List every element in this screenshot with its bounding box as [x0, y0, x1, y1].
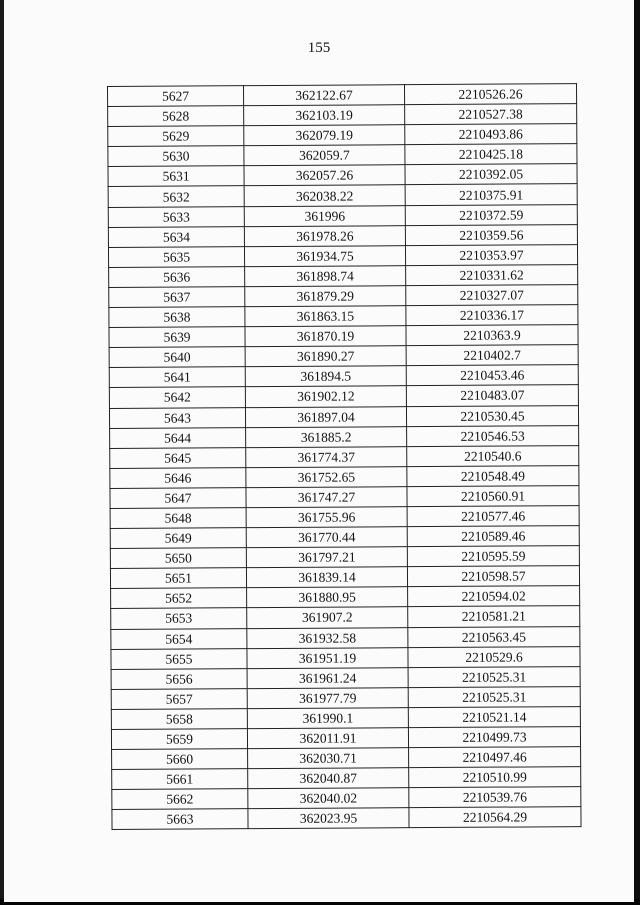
table-row — [109, 365, 578, 388]
x-coordinate-cell: 361902.12 — [245, 386, 406, 407]
point-number-cell: 5639 — [109, 327, 245, 348]
y-coordinate-cell: 2210525.31 — [408, 686, 580, 707]
x-coordinate-cell: 361897.04 — [245, 406, 406, 427]
x-coordinate-cell: 361934.75 — [244, 245, 405, 266]
table-row — [111, 606, 580, 629]
x-coordinate-cell: 361839.14 — [246, 567, 407, 588]
table-row — [109, 345, 578, 368]
point-number-cell: 5658 — [111, 709, 247, 730]
table-row — [110, 425, 579, 448]
x-coordinate-cell: 361932.58 — [247, 627, 408, 648]
point-number-cell: 5643 — [109, 407, 245, 428]
x-coordinate-cell: 362023.95 — [248, 808, 409, 829]
point-number-cell: 5634 — [108, 226, 244, 247]
y-coordinate-cell: 2210577.46 — [407, 506, 579, 527]
point-number-cell: 5651 — [110, 568, 246, 589]
point-number-cell: 5641 — [109, 367, 245, 388]
y-coordinate-cell: 2210363.9 — [406, 325, 578, 346]
table-row — [108, 184, 577, 207]
y-coordinate-cell: 2210546.53 — [407, 425, 579, 446]
y-coordinate-cell: 2210353.97 — [405, 244, 577, 265]
table-row — [108, 104, 577, 127]
y-coordinate-cell: 2210510.99 — [409, 767, 581, 788]
point-number-cell: 5648 — [110, 508, 246, 529]
table-row — [108, 84, 577, 107]
y-coordinate-cell: 2210425.18 — [405, 144, 577, 165]
table-row — [110, 445, 579, 468]
point-number-cell: 5663 — [112, 809, 248, 830]
x-coordinate-cell: 361961.24 — [247, 667, 408, 688]
point-number-cell: 5662 — [112, 789, 248, 810]
y-coordinate-cell: 2210453.46 — [406, 365, 578, 386]
table-row — [111, 707, 580, 730]
point-number-cell: 5628 — [108, 106, 244, 127]
x-coordinate-cell: 361770.44 — [246, 527, 407, 548]
point-number-cell: 5646 — [110, 467, 246, 488]
x-coordinate-cell: 361880.95 — [247, 587, 408, 608]
table-row — [112, 787, 581, 810]
x-coordinate-cell: 361885.2 — [246, 426, 407, 447]
page-number: 155 — [307, 40, 331, 56]
y-coordinate-cell: 2210598.57 — [407, 566, 579, 587]
table-row — [112, 767, 581, 790]
x-coordinate-cell: 362040.87 — [248, 768, 409, 789]
table-row — [111, 626, 580, 649]
point-number-cell: 5632 — [108, 186, 244, 207]
table-row — [108, 144, 577, 167]
y-coordinate-cell: 2210402.7 — [406, 345, 578, 366]
x-coordinate-cell: 361863.15 — [245, 306, 406, 327]
table-row — [109, 285, 578, 308]
y-coordinate-cell: 2210331.62 — [406, 264, 578, 285]
x-coordinate-cell: 362030.71 — [248, 748, 409, 769]
document-page — [4, 0, 634, 902]
table-row — [111, 666, 580, 689]
point-number-cell: 5631 — [108, 166, 244, 187]
x-coordinate-cell: 361978.26 — [244, 225, 405, 246]
x-coordinate-cell: 361890.27 — [245, 346, 406, 367]
table-row — [110, 546, 579, 569]
y-coordinate-cell: 2210548.49 — [407, 465, 579, 486]
point-number-cell: 5656 — [111, 668, 247, 689]
x-coordinate-cell: 361990.1 — [247, 708, 408, 729]
y-coordinate-cell: 2210589.46 — [407, 526, 579, 547]
x-coordinate-cell: 362122.67 — [244, 85, 405, 106]
table-row — [108, 244, 577, 267]
point-number-cell: 5636 — [109, 267, 245, 288]
table-row — [108, 164, 577, 187]
x-coordinate-cell: 361752.65 — [246, 466, 407, 487]
x-coordinate-cell: 362059.7 — [244, 145, 405, 166]
table-row — [108, 224, 577, 247]
x-coordinate-cell: 361907.2 — [247, 607, 408, 628]
point-number-cell: 5633 — [108, 206, 244, 227]
x-coordinate-cell: 362057.26 — [244, 165, 405, 186]
point-number-cell: 5637 — [109, 287, 245, 308]
table-row — [109, 305, 578, 328]
y-coordinate-cell: 2210372.59 — [405, 204, 577, 225]
y-coordinate-cell: 2210529.6 — [408, 646, 580, 667]
point-number-cell: 5638 — [109, 307, 245, 328]
point-number-cell: 5640 — [109, 347, 245, 368]
x-coordinate-cell: 362040.02 — [248, 788, 409, 809]
y-coordinate-cell: 2210521.14 — [408, 707, 580, 728]
x-coordinate-cell: 361774.37 — [246, 446, 407, 467]
y-coordinate-cell: 2210595.59 — [407, 546, 579, 567]
y-coordinate-cell: 2210540.6 — [407, 445, 579, 466]
point-number-cell: 5659 — [111, 729, 247, 750]
point-number-cell: 5635 — [108, 246, 244, 267]
point-number-cell: 5642 — [109, 387, 245, 408]
scan-border-right — [634, 0, 640, 905]
coordinates-table — [107, 83, 582, 830]
y-coordinate-cell: 2210525.31 — [408, 666, 580, 687]
y-coordinate-cell: 2210564.29 — [409, 807, 581, 828]
table-row — [111, 586, 580, 609]
table-row — [112, 747, 581, 770]
x-coordinate-cell: 361755.96 — [246, 507, 407, 528]
y-coordinate-cell: 2210336.17 — [406, 305, 578, 326]
coordinates-table-container — [107, 83, 578, 830]
point-number-cell: 5661 — [112, 769, 248, 790]
x-coordinate-cell: 361951.19 — [247, 647, 408, 668]
y-coordinate-cell: 2210359.56 — [405, 224, 577, 245]
y-coordinate-cell: 2210499.73 — [408, 727, 580, 748]
table-row — [110, 465, 579, 488]
x-coordinate-cell: 362079.19 — [244, 125, 405, 146]
point-number-cell: 5654 — [111, 628, 247, 649]
point-number-cell: 5653 — [111, 608, 247, 629]
y-coordinate-cell: 2210483.07 — [406, 385, 578, 406]
x-coordinate-cell: 361894.5 — [245, 366, 406, 387]
table-row — [108, 124, 577, 147]
table-row — [109, 405, 578, 428]
point-number-cell: 5655 — [111, 648, 247, 669]
x-coordinate-cell: 362103.19 — [244, 105, 405, 126]
y-coordinate-cell: 2210539.76 — [409, 787, 581, 808]
table-row — [110, 485, 579, 508]
y-coordinate-cell: 2210581.21 — [408, 606, 580, 627]
point-number-cell: 5650 — [110, 548, 246, 569]
table-row — [112, 807, 581, 830]
point-number-cell: 5647 — [110, 488, 246, 509]
table-row — [110, 566, 579, 589]
y-coordinate-cell: 2210560.91 — [407, 485, 579, 506]
y-coordinate-cell: 2210594.02 — [408, 586, 580, 607]
x-coordinate-cell: 361747.27 — [246, 487, 407, 508]
table-row — [110, 526, 579, 549]
x-coordinate-cell: 362011.91 — [247, 728, 408, 749]
y-coordinate-cell: 2210563.45 — [408, 626, 580, 647]
point-number-cell: 5630 — [108, 146, 244, 167]
x-coordinate-cell: 361797.21 — [246, 547, 407, 568]
table-row — [109, 325, 578, 348]
x-coordinate-cell: 361898.74 — [245, 266, 406, 287]
point-number-cell: 5627 — [108, 86, 244, 107]
y-coordinate-cell: 2210392.05 — [405, 164, 577, 185]
table-row — [111, 686, 580, 709]
y-coordinate-cell: 2210497.46 — [409, 747, 581, 768]
table-row — [108, 204, 577, 227]
point-number-cell: 5645 — [110, 447, 246, 468]
table-row — [109, 264, 578, 287]
table-row — [111, 727, 580, 750]
y-coordinate-cell: 2210526.26 — [404, 84, 576, 105]
x-coordinate-cell: 361879.29 — [245, 286, 406, 307]
table-body — [108, 84, 582, 830]
table-row — [110, 506, 579, 529]
y-coordinate-cell: 2210493.86 — [405, 124, 577, 145]
point-number-cell: 5644 — [110, 427, 246, 448]
table-row — [111, 646, 580, 669]
y-coordinate-cell: 2210327.07 — [406, 285, 578, 306]
y-coordinate-cell: 2210527.38 — [405, 104, 577, 125]
y-coordinate-cell: 2210375.91 — [405, 184, 577, 205]
point-number-cell: 5649 — [110, 528, 246, 549]
x-coordinate-cell: 361870.19 — [245, 326, 406, 347]
point-number-cell: 5652 — [111, 588, 247, 609]
x-coordinate-cell: 361996 — [244, 205, 405, 226]
table-row — [109, 385, 578, 408]
point-number-cell: 5629 — [108, 126, 244, 147]
point-number-cell: 5657 — [111, 688, 247, 709]
x-coordinate-cell: 362038.22 — [244, 185, 405, 206]
x-coordinate-cell: 361977.79 — [247, 687, 408, 708]
point-number-cell: 5660 — [112, 749, 248, 770]
y-coordinate-cell: 2210530.45 — [406, 405, 578, 426]
